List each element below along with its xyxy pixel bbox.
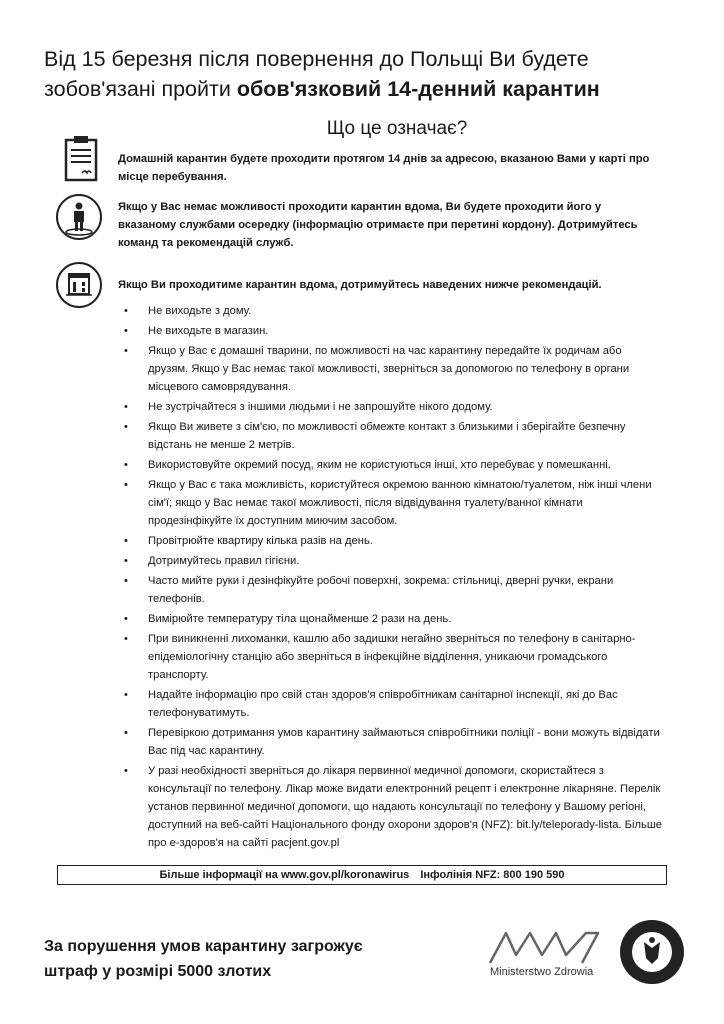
clipboard-icon: [58, 132, 104, 178]
list-item: • Якщо Ви живете з сім'єю, по можливості обмежте контакт з близькими і зберігайте безпечну відстань не менше 2 метрів.: [124, 418, 664, 454]
list-item: • Не виходьте в магазин.: [124, 322, 664, 340]
recommendations-list: [124, 302, 664, 854]
section-subtitle: Що це означає?: [326, 118, 468, 139]
penalty-line-1: За порушення умов карантину загрожує: [44, 938, 363, 955]
list-item: • Провітрюйте квартиру кілька разів на день.: [124, 532, 664, 550]
title-text: Від 15 березня після повернення до Польщі Ви будете зобов'язані пройти: [44, 47, 589, 101]
house-icon: [56, 262, 102, 308]
sanitary-inspection-seal-icon: [618, 918, 686, 986]
list-item: • Використовуйте окремий посуд, яким не користуються інші, хто перебуває у помешканні.: [124, 456, 664, 474]
list-item: • Часто мийте руки і дезінфікуйте робочі поверхні, зокрема: стільниці, дверні ручки, екрани телефонів.: [124, 572, 664, 608]
list-item: • Дотримуйтесь правил гігієни.: [124, 552, 664, 570]
list-item: • Перевіркою дотримання умов карантину займаються співробітники поліції - вони можуть відвідати Вас під час карантину.: [124, 724, 664, 760]
penalty-line-2: штраф у розмірі 5000 злотих: [44, 963, 272, 980]
list-item: • Не виходьте з дому.: [124, 302, 664, 320]
penalty-notice: [44, 934, 444, 984]
list-item: • Не зустрічайтеся з іншими людьми і не запрошуйте нікого додому.: [124, 398, 664, 416]
list-item: • Якщо у Вас є домашні тварини, по можливості на час карантину передайте їх родичам або друзям. Якщо у Вас немає такої можливості, зверніться за допомогою по телефону в органи місцевого самоврядування.: [124, 342, 664, 396]
list-item: • У разі необхідності зверніться до лікаря первинної медичної допомоги, скористайтеся з консультації по телефону. Лікар може видати електронний рецепт і електронне лікарняне. Перелік установ первинної медичної допомоги, що надають консультації по телефону у Вашому регіоні, доступний на веб-сайті Національного фонду охорони здоров'я (NFZ): bit.ly/teleporady-lista. Більше про е-здоров'я на сайті pacjent.gov.pl: [124, 762, 664, 852]
hotline-text: Інфолінія NFZ: 800 190 590: [420, 869, 565, 881]
info-home-recommendations: Якщо Ви проходитиме карантин вдома, дотримуйтесь наведених нижче рекомендацій.: [118, 279, 602, 291]
list-item: • Надайте інформацію про свій стан здоров'я співробітникам санітарної інспекції, які до Вас телефонуватимуть.: [124, 686, 664, 722]
info-home-quarantine: Домашній карантин будете проходити протягом 14 днів за адресою, вказаною Вами у карті про місце перебування.: [118, 153, 650, 183]
list-item: • Вимірюйте температуру тіла щонайменше 2 рази на день.: [124, 610, 664, 628]
more-info-text: Більше інформації на www.gov.pl/koronawirus: [159, 869, 410, 881]
list-item: • Якщо у Вас є така можливість, користуйтеся окремою ванною кімнатою/туалетом, ніж інші члени сім'ї; якщо у Вас немає такої можливості, після відвідування туалету/ванної кімнати продезінфікуйте їх доступним миючим засобом.: [124, 476, 664, 530]
more-info-box: [57, 865, 667, 885]
person-icon: [56, 194, 102, 240]
title-bold-text: обов'язковий 14-денний карантин: [236, 77, 600, 101]
list-item: • При виникненні лихоманки, кашлю або задишки негайно зверніться по телефону в санітарно-епідеміологічну станцію або зверніться в інфекційне відділення, уникаючи громадського транспорту.: [124, 630, 664, 684]
page-title: [44, 44, 684, 104]
ministry-name: Ministerstwo Zdrowia: [490, 966, 594, 978]
info-isolation-center: Якщо у Вас немає можливості проходити карантин вдома, Ви будете проходити його у вказаному службами осередку (інформацію отримаєте при перетині кордону). Дотримуйтесь команд та рекомендацій служб.: [118, 201, 638, 249]
